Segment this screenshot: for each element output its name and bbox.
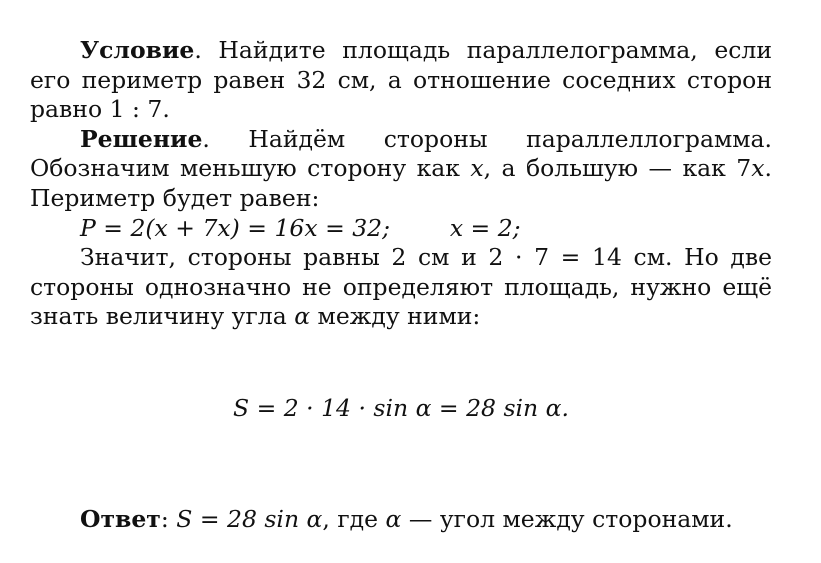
answer-alpha: α (385, 505, 402, 533)
document-page (30, 36, 772, 533)
sides-alpha: α (294, 302, 311, 331)
area-display-formula: S = 2 · 14 · sin α = 28 sin α. (233, 394, 569, 422)
perimeter-formula: P = 2(x + 7x) = 16x = 32; x = 2; (80, 213, 521, 242)
sides-paragraph (30, 243, 772, 332)
answer-text-1: , где (322, 505, 386, 533)
solution-paragraph (30, 125, 772, 214)
answer-formula: S = 28 sin α (176, 505, 323, 533)
condition-paragraph (30, 36, 772, 125)
solution-var-x2: x (751, 154, 765, 183)
answer-text-2: — угол между сторонами. (401, 505, 733, 533)
sides-text-2: между ними: (310, 302, 481, 331)
solution-text-1: . Найдём стороны параллеллограмма. Обозначим меньшую сторону как (30, 124, 772, 183)
answer-colon: : (160, 505, 177, 533)
condition-text: . Найдите площадь параллелограмма, если его периметр равен 32 см, а отношение соседних сторон равно 1 : 7. (30, 36, 772, 124)
solution-label: Решение (80, 124, 203, 153)
answer-paragraph (30, 505, 772, 535)
solution-var-x: x (470, 154, 484, 183)
solution-text-3: . Периметр будет равен: (30, 154, 772, 212)
solution-text-2: , а большую — как 7 (483, 154, 752, 183)
answer-label: Ответ (80, 505, 161, 533)
sides-text-1: Значит, стороны равны 2 см и 2 · 7 = 14 см. Но две стороны однозначно не определяют площадь, нужно ещё знать величину угла (30, 243, 772, 331)
condition-label: Условие (80, 36, 195, 64)
